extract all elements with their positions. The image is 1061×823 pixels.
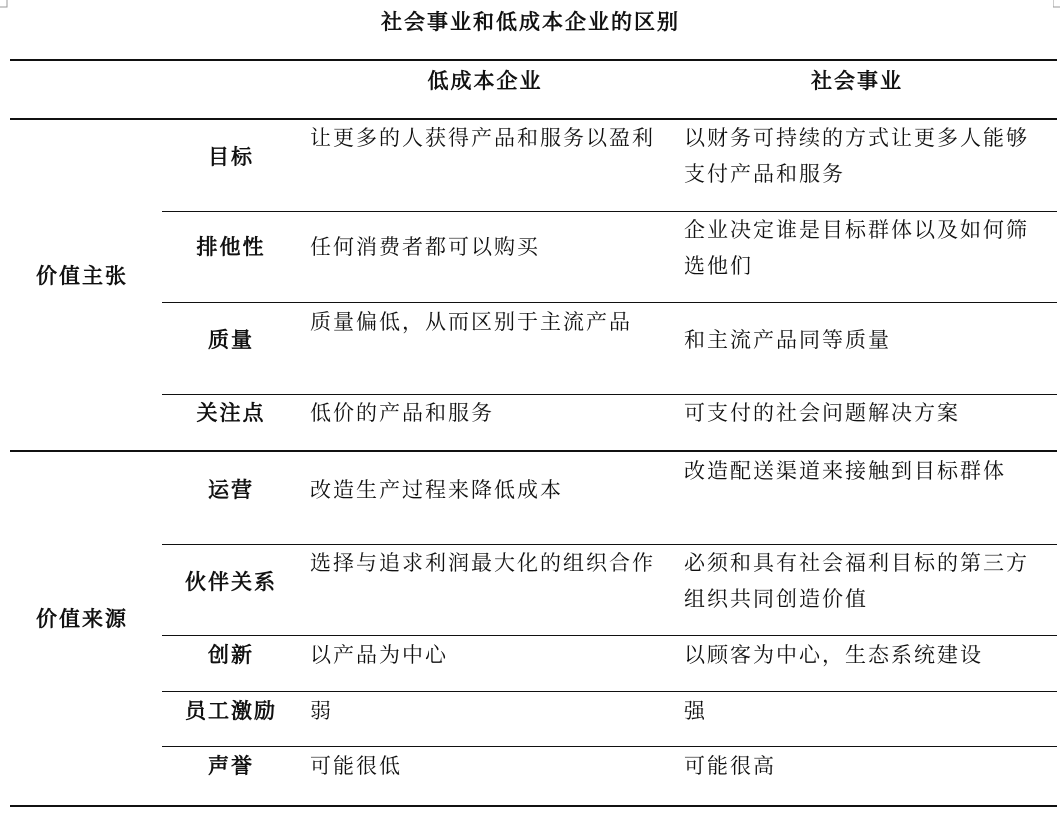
- social-cell: 必须和具有社会福利目标的第三方组织共同创造价值: [684, 551, 1029, 611]
- low-cost-cell: 以产品为中心: [310, 643, 448, 667]
- criterion-label: 创新: [208, 642, 254, 667]
- row-divider: [162, 746, 1057, 747]
- criterion-label: 运营: [208, 477, 254, 502]
- criterion-label: 质量: [208, 327, 254, 352]
- low-cost-cell: 让更多的人获得产品和服务以盈利: [310, 126, 655, 150]
- column-header-low-cost: 低成本企业: [427, 68, 543, 93]
- criterion-label: 声誉: [208, 753, 254, 778]
- table-bottom-rule: [10, 805, 1057, 807]
- row-divider: [162, 635, 1057, 636]
- social-cell: 以财务可持续的方式让更多人能够支付产品和服务: [684, 126, 1029, 186]
- social-cell: 企业决定谁是目标群体以及如何筛选他们: [684, 218, 1029, 278]
- group-label-value-source: 价值来源: [36, 606, 128, 631]
- low-cost-cell: 质量偏低，从而区别于主流产品: [310, 310, 632, 334]
- group-label-value-proposition: 价值主张: [36, 263, 128, 288]
- low-cost-cell: 改造生产过程来降低成本: [310, 478, 563, 502]
- social-cell: 和主流产品同等质量: [684, 328, 891, 352]
- row-divider: [162, 302, 1057, 303]
- page-title: 社会事业和低成本企业的区别: [381, 9, 680, 34]
- column-header-social: 社会事业: [811, 68, 903, 93]
- group-separator-rule: [10, 450, 1057, 452]
- criterion-label: 关注点: [196, 400, 266, 425]
- criterion-label: 排他性: [196, 234, 266, 259]
- social-cell: 以顾客为中心，生态系统建设: [684, 643, 983, 667]
- low-cost-cell: 低价的产品和服务: [310, 401, 494, 425]
- criterion-label: 目标: [208, 144, 254, 169]
- low-cost-cell: 弱: [310, 699, 333, 723]
- social-cell: 强: [684, 699, 707, 723]
- social-cell: 可能很高: [684, 754, 776, 778]
- low-cost-cell: 任何消费者都可以购买: [310, 235, 540, 259]
- criterion-label: 伙伴关系: [185, 569, 277, 594]
- low-cost-cell: 选择与追求利润最大化的组织合作: [310, 551, 655, 575]
- social-cell: 改造配送渠道来接触到目标群体: [684, 459, 1006, 483]
- table-top-rule: [10, 59, 1057, 61]
- criterion-label: 员工激励: [185, 698, 277, 723]
- social-cell: 可支付的社会问题解决方案: [684, 401, 960, 425]
- low-cost-cell: 可能很低: [310, 754, 402, 778]
- row-divider: [162, 691, 1057, 692]
